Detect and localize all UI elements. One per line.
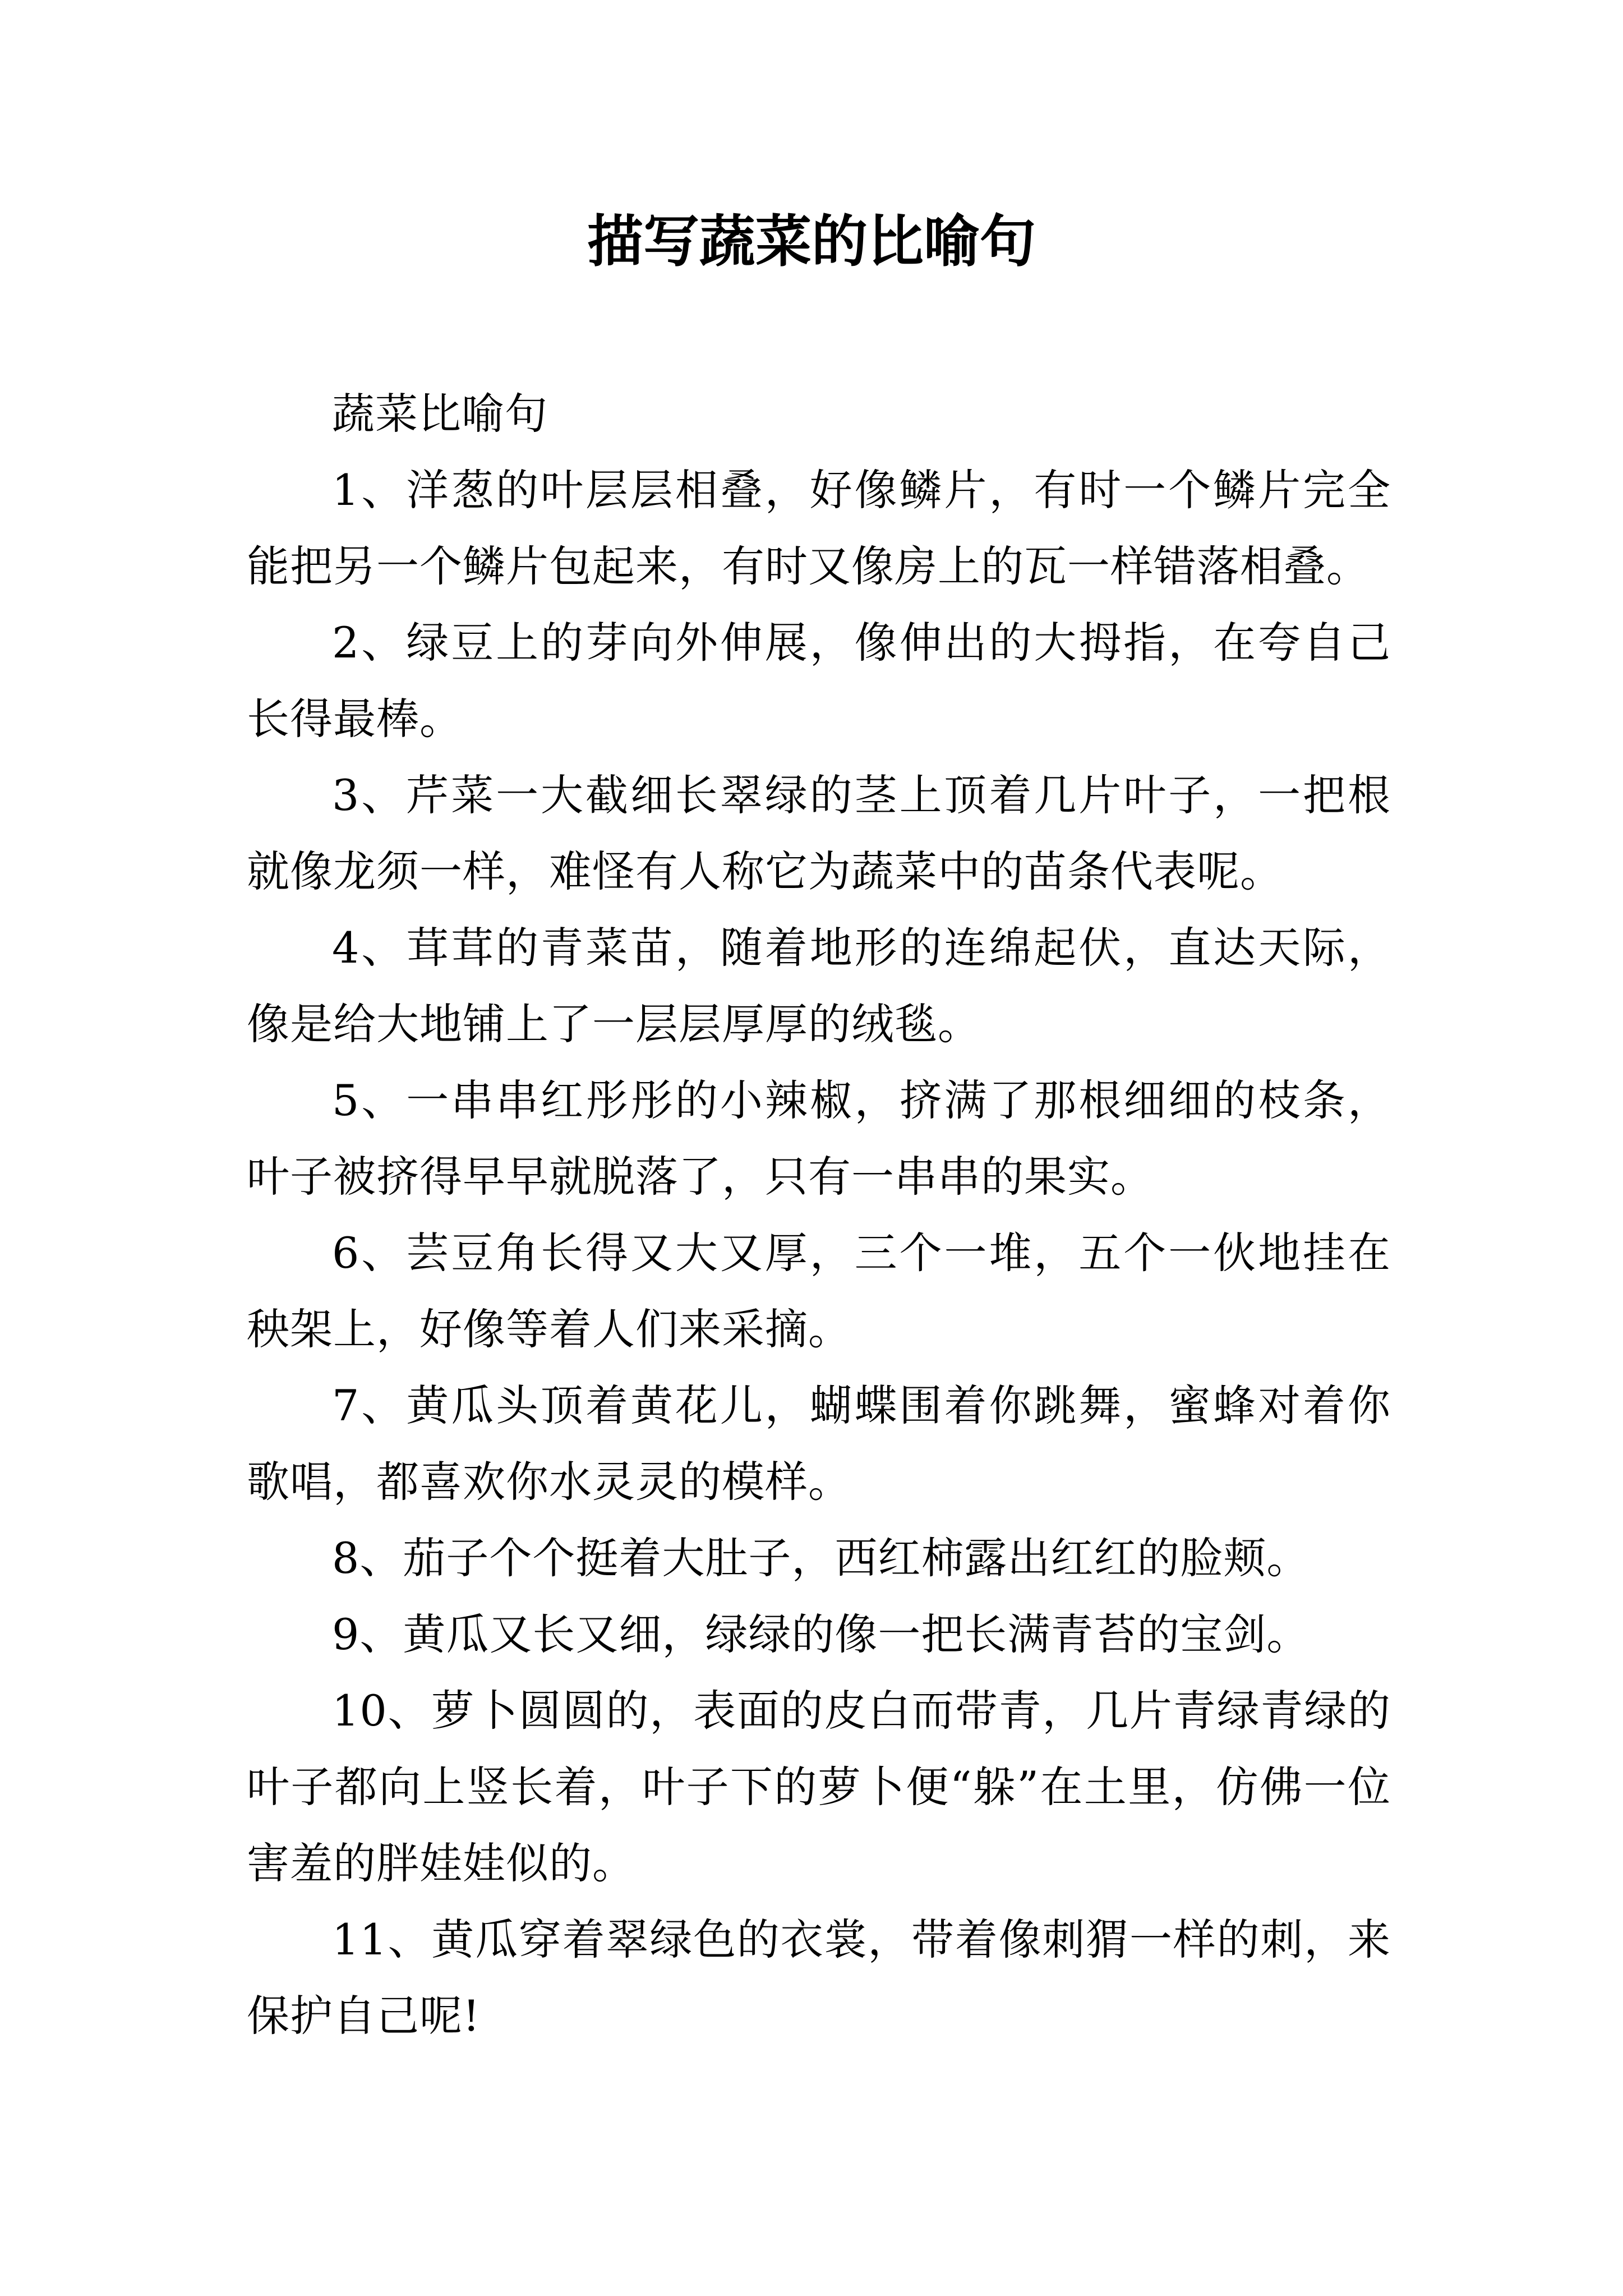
- paragraph-6: 6、芸豆角长得又大又厚，三个一堆，五个一伙地挂在秧架上，好像等着人们来采摘。: [247, 1228, 1391, 1354]
- paragraph-4: 4、茸茸的青菜苗，随着地形的连绵起伏，直达天际，像是给大地铺上了一层层厚厚的绒毯。: [247, 923, 1391, 1049]
- paragraph-3: 3、芹菜一大截细长翠绿的茎上顶着几片叶子，一把根就像龙须一样，难怪有人称它为蔬菜中的苗条代表呢。: [247, 770, 1391, 896]
- paragraph-10: 10、萝卜圆圆的，表面的皮白而带青，几片青绿青绿的叶子都向上竖长着，叶子下的萝卜便“躲”在土里，仿佛一位害羞的胖娃娃似的。: [247, 1686, 1391, 1888]
- document-body: [247, 376, 1391, 2054]
- paragraph-9: 9、黄瓜又长又细，绿绿的像一把长满青苔的宝剑。: [332, 1609, 1310, 1659]
- paragraph-5: 5、一串串红彤彤的小辣椒，挤满了那根细细的枝条，叶子被挤得早早就脱落了，只有一串串的果实。: [247, 1075, 1391, 1202]
- paragraph-2: 2、绿豆上的芽向外伸展，像伸出的大拇指，在夸自己长得最棒。: [247, 618, 1391, 744]
- paragraph-1: 1、洋葱的叶层层相叠，好像鳞片，有时一个鳞片完全能把另一个鳞片包起来，有时又像房上的瓦一样错落相叠。: [247, 465, 1391, 591]
- paragraph-8: 8、茄子个个挺着大肚子，西红柿露出红红的脸颊。: [332, 1533, 1310, 1583]
- section-heading: 蔬菜比喻句: [332, 389, 548, 439]
- paragraph-11: 11、黄瓜穿着翠绿色的衣裳，带着像刺猬一样的刺，来保护自己呢!: [247, 1915, 1391, 2041]
- page-title: 描写蔬菜的比喻句: [587, 208, 1036, 274]
- paragraph-7: 7、黄瓜头顶着黄花儿，蝴蝶围着你跳舞，蜜蜂对着你歌唱，都喜欢你水灵灵的模样。: [247, 1381, 1391, 1507]
